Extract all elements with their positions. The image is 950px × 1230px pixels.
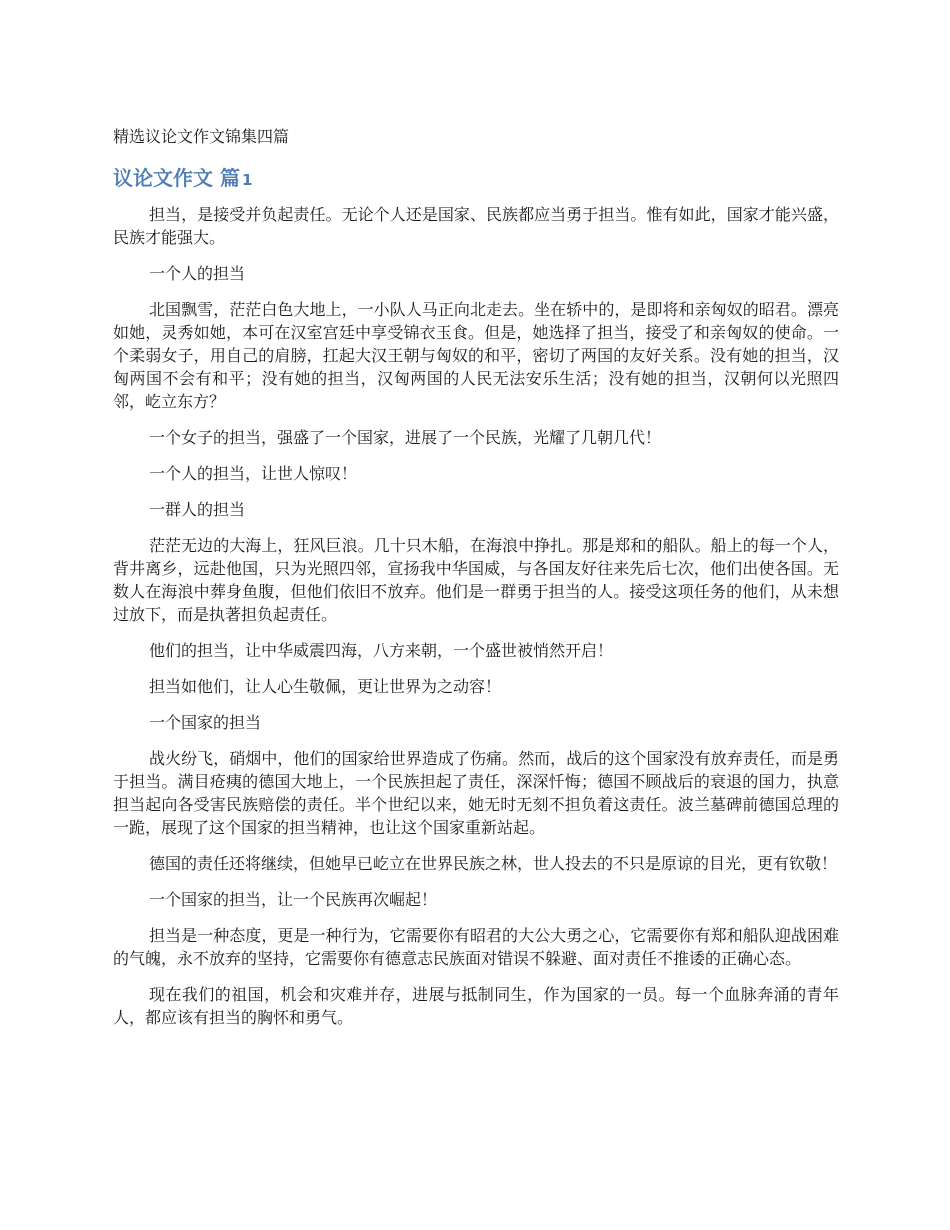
paragraph: 一个国家的担当，让一个民族再次崛起！ [149, 890, 438, 909]
paragraph: 茫茫无边的大海上，狂风巨浪。几十只木船，在海浪中挣扎。那是郑和的船队。船上的每一个人，背井离乡，远赴他国，只为光照四邻，宣扬我中华国威，与各国友好往来先后七次，他们出使各国。无数人在海浪中葬身鱼腹，但他们依旧不放弃。他们是一群勇于担当的人。接受这项任务的他们，从未想过放下，而是执著担负起责任。 [113, 536, 839, 624]
section-heading [113, 164, 252, 194]
document-title: 精选议论文作文锦集四篇 [113, 127, 290, 146]
paragraph: 现在我们的祖国，机会和灾难并存，进展与抵制同生，作为国家的一员。每一个血脉奔涌的青年人，都应该有担当的胸怀和勇气。 [113, 985, 839, 1027]
paragraph: 一个女子的担当，强盛了一个国家，进展了一个民族，光耀了几朝几代！ [149, 428, 662, 447]
paragraph: 担当是一种态度，更是一种行为，它需要你有昭君的大公大勇之心，它需要你有郑和船队迎战困难的气魄，永不放弃的坚持，它需要你有德意志民族面对错误不躲避、面对责任不推诿的正确心态。 [113, 926, 839, 968]
paragraph: 担当，是接受并负起责任。无论个人还是国家、民族都应当勇于担当。惟有如此，国家才能兴盛，民族才能强大。 [113, 205, 839, 247]
paragraph: 担当如他们，让人心生敬佩，更让世界为之动容！ [149, 677, 502, 696]
paragraph: 战火纷飞，硝烟中，他们的国家给世界造成了伤痛。然而，战后的这个国家没有放弃责任，而是勇于担当。满目疮痍的德国大地上，一个民族担起了责任，深深忏悔；德国不顾战后的衰退的国力，执意担当起向各受害民族赔偿的责任。半个世纪以来，她无时无刻不担负着这责任。波兰墓碑前德国总理的一跪，展现了这个国家的担当精神，也让这个国家重新站起。 [113, 749, 839, 837]
paragraph: 一个人的担当，让世人惊叹！ [149, 464, 358, 483]
paragraph: 北国飘雪，茫茫白色大地上，一小队人马正向北走去。坐在轿中的，是即将和亲匈奴的昭君。漂亮如她，灵秀如她，本可在汉室宫廷中享受锦衣玉食。但是，她选择了担当，接受了和亲匈奴的使命。一个柔弱女子，用自己的肩膀，扛起大汉王朝与匈奴的和平，密切了两国的友好关系。没有她的担当，汉匈两国不会有和平；没有她的担当，汉匈两国的人民无法安乐生活；没有她的担当，汉朝何以光照四邻，屹立东方？ [113, 300, 839, 411]
paragraph: 德国的责任还将继续，但她早已屹立在世界民族之林，世人投去的不只是原谅的目光，更有钦敬！ [149, 854, 838, 873]
article-body [113, 203, 839, 1042]
subheading-one-person: 一个人的担当 [149, 264, 246, 283]
subheading-nation: 一个国家的担当 [149, 713, 262, 732]
section-heading-number: 1 [241, 171, 253, 189]
section-heading-text: 议论文作文 篇 [113, 166, 240, 190]
paragraph: 他们的担当，让中华威震四海，八方来朝，一个盛世被悄然开启！ [149, 641, 614, 660]
subheading-group: 一群人的担当 [149, 500, 246, 519]
